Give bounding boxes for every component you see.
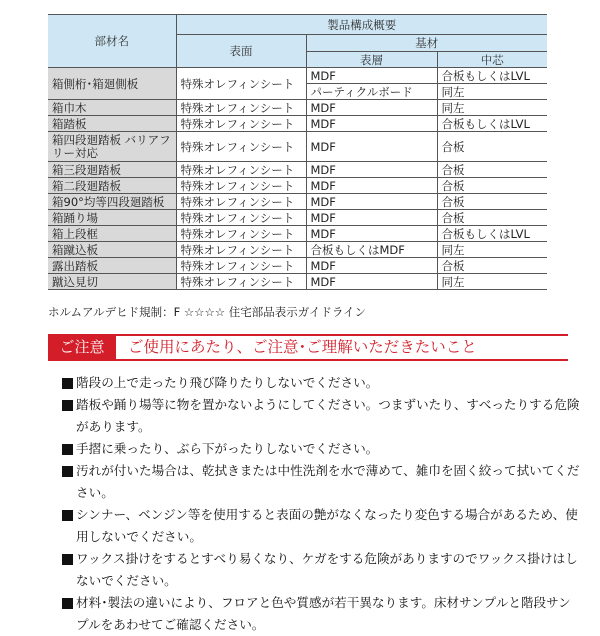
notice-item-text: 手摺に乗ったり、ぶら下がったりしないでください。 <box>76 441 379 456</box>
notice-item <box>62 460 582 504</box>
notice-title: ご使用にあたり、ご注意･ご理解いただきたいこと <box>128 338 477 356</box>
notice-item-text: 材料･製法の違いにより、フロアと色や質感が若干異なります。床材サンプルと階段サンプルをあわせてご確認ください。 <box>76 595 571 632</box>
table-row <box>48 210 547 226</box>
cell-core: 同左 <box>437 100 547 116</box>
cell-layer: MDF <box>306 210 437 226</box>
notice-tag: ご注意 <box>48 334 116 361</box>
cell-part-name: 箱踊り場 <box>48 210 176 226</box>
square-bullet-icon <box>62 510 73 521</box>
notice-item-text: シンナー、ベンジン等を使用すると表面の艶がなくなったり変色する場合があるため、使用しないでください。 <box>76 507 578 544</box>
notice-item-text: 階段の上で走ったり飛び降りたりしないでください。 <box>76 375 379 390</box>
cell-surface: 特殊オレフィンシート <box>176 162 306 178</box>
cell-part-name: 蹴込見切 <box>48 274 176 290</box>
cell-layer: パーティクルボード <box>306 84 437 100</box>
cell-layer: MDF <box>306 116 437 132</box>
square-bullet-icon <box>62 466 73 477</box>
table-row <box>48 274 547 290</box>
cell-layer: MDF <box>306 100 437 116</box>
cell-surface: 特殊オレフィンシート <box>176 194 306 210</box>
square-bullet-icon <box>62 378 73 389</box>
notice-list <box>62 372 582 636</box>
cell-layer: MDF <box>306 194 437 210</box>
cell-surface: 特殊オレフィンシート <box>176 258 306 274</box>
notice-item <box>62 394 582 438</box>
cell-surface: 特殊オレフィンシート <box>176 116 306 132</box>
cell-core: 合板 <box>437 132 547 162</box>
cell-core: 合板もしくはLVL <box>437 116 547 132</box>
cell-layer: MDF <box>306 178 437 194</box>
cell-surface: 特殊オレフィンシート <box>176 242 306 258</box>
square-bullet-icon <box>62 444 73 455</box>
notice-item <box>62 548 582 592</box>
cell-core: 合板もしくはLVL <box>437 68 547 84</box>
cell-core: 合板 <box>437 194 547 210</box>
cell-core: 同左 <box>437 274 547 290</box>
cell-layer: MDF <box>306 258 437 274</box>
notice-item-text: 踏板や踊り場等に物を置かないようにしてください。つまずいたり、すべったりする危険があります。 <box>76 397 580 434</box>
notice-item <box>62 504 582 548</box>
cell-core: 合板 <box>437 258 547 274</box>
product-spec-table <box>48 14 547 290</box>
cell-layer: MDF <box>306 68 437 84</box>
cell-part-name: 箱四段廻踏板 バリアフリー対応 <box>48 132 176 162</box>
notice-item <box>62 438 582 460</box>
cell-surface: 特殊オレフィンシート <box>176 210 306 226</box>
notice-item-text: 汚れが付いた場合は、乾拭きまたは中性洗剤を水で薄めて、雑巾を固く絞って拭いてください。 <box>76 463 580 500</box>
cell-part-name: 箱上段框 <box>48 226 176 242</box>
notice-item-text: ワックス掛けをするとすべり易くなり、ケガをする危険がありますのでワックス掛けはしないでください。 <box>76 551 578 588</box>
cell-core: 合板 <box>437 210 547 226</box>
square-bullet-icon <box>62 400 73 411</box>
cell-surface: 特殊オレフィンシート <box>176 274 306 290</box>
cell-part-name: 箱三段廻踏板 <box>48 162 176 178</box>
table-row <box>48 132 547 162</box>
cell-layer: MDF <box>306 162 437 178</box>
notice-item <box>62 592 582 636</box>
table-row <box>48 226 547 242</box>
cell-layer: 合板もしくはMDF <box>306 242 437 258</box>
cell-core: 同左 <box>437 84 547 100</box>
table-row <box>48 100 547 116</box>
notice-header <box>48 334 568 361</box>
table-row <box>48 116 547 132</box>
table-row <box>48 68 547 84</box>
cell-part-name: 箱踏板 <box>48 116 176 132</box>
table-row <box>48 258 547 274</box>
header-surface-layer: 表層 <box>306 52 437 68</box>
table-row <box>48 178 547 194</box>
cell-part-name: 箱90°均等四段廻踏板 <box>48 194 176 210</box>
cell-core: 合板 <box>437 162 547 178</box>
cell-surface: 特殊オレフィンシート <box>176 226 306 242</box>
cell-surface: 特殊オレフィンシート <box>176 68 306 100</box>
notice-item <box>62 372 582 394</box>
table-row <box>48 194 547 210</box>
cell-layer: MDF <box>306 132 437 162</box>
cell-part-name: 箱側桁･箱廻側板 <box>48 68 176 100</box>
cell-surface: 特殊オレフィンシート <box>176 132 306 162</box>
header-base: 基材 <box>306 35 547 52</box>
cell-layer: MDF <box>306 226 437 242</box>
table-row <box>48 162 547 178</box>
header-surface: 表面 <box>176 35 306 68</box>
header-core: 中芯 <box>437 52 547 68</box>
cell-surface: 特殊オレフィンシート <box>176 178 306 194</box>
cell-layer: MDF <box>306 274 437 290</box>
cell-core: 合板 <box>437 178 547 194</box>
table-row <box>48 242 547 258</box>
cell-core: 合板もしくはLVL <box>437 226 547 242</box>
formaldehyde-rating-note: ホルムアルデヒド規制：F ☆☆☆☆ 住宅部品表示ガイドライン <box>48 305 367 319</box>
header-overview: 製品構成概要 <box>176 15 547 35</box>
square-bullet-icon <box>62 554 73 565</box>
header-part-name: 部材名 <box>48 15 176 68</box>
cell-part-name: 箱巾木 <box>48 100 176 116</box>
cell-surface: 特殊オレフィンシート <box>176 100 306 116</box>
cell-part-name: 箱蹴込板 <box>48 242 176 258</box>
cell-part-name: 露出踏板 <box>48 258 176 274</box>
cell-core: 同左 <box>437 242 547 258</box>
cell-part-name: 箱二段廻踏板 <box>48 178 176 194</box>
